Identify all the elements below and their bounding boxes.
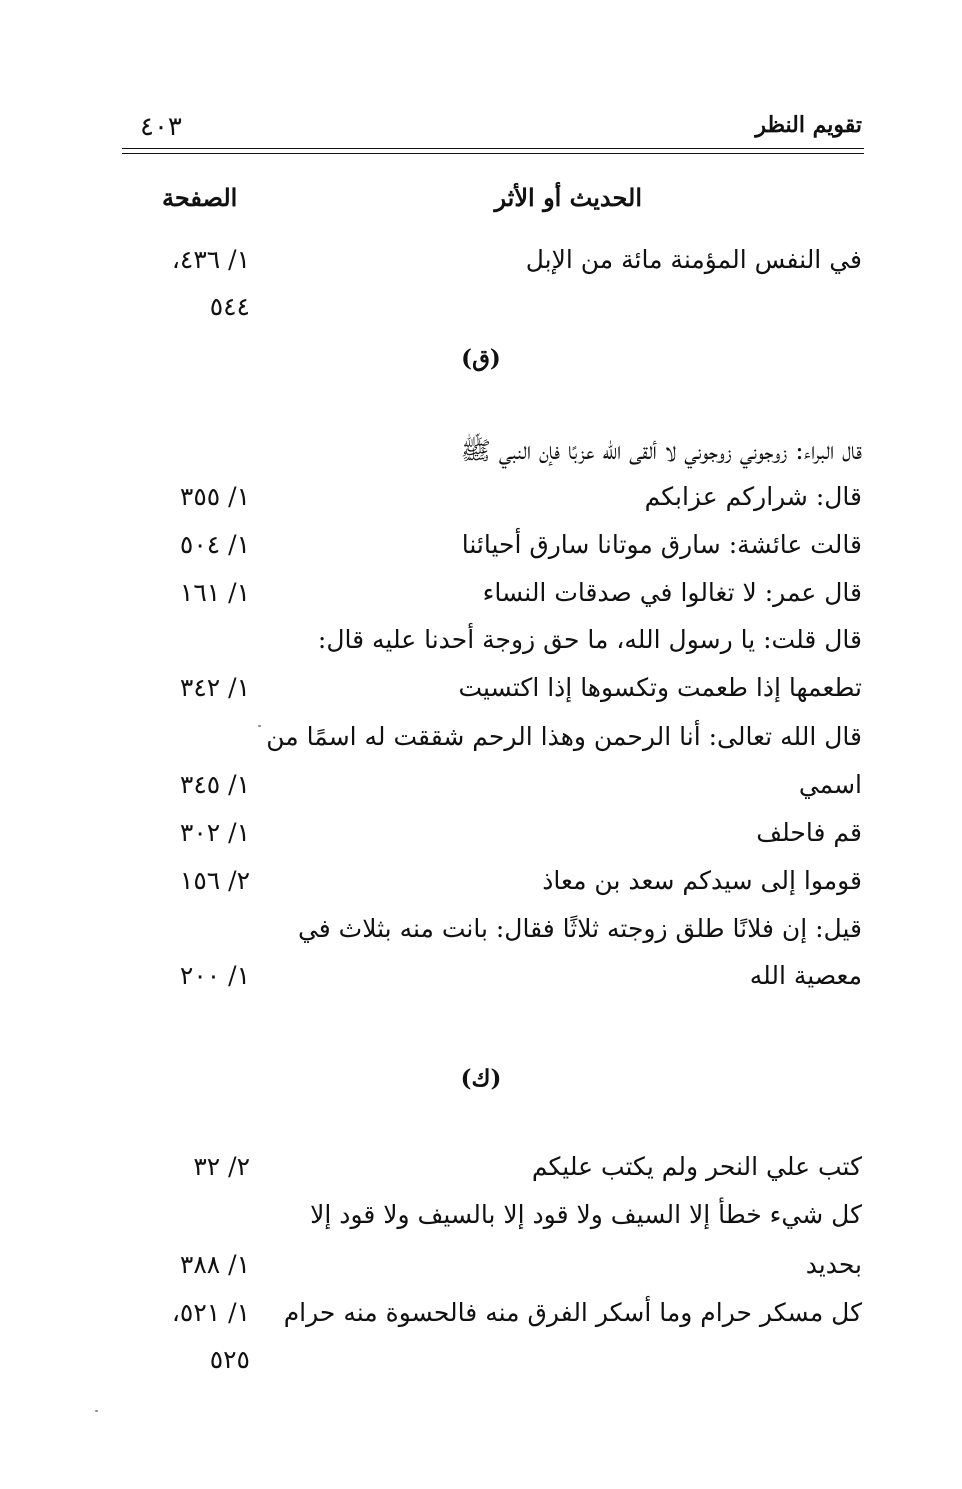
- entry-text: قال البراء: زوجوني زوجوني لا ألقى الله عزبًا فإن النبي ﷺ: [460, 436, 862, 465]
- entry-text: كل شيء خطأ إلا السيف ولا قود إلا بالسيف ولا قود إلا: [310, 1200, 862, 1229]
- page-number: ٤٠٣: [140, 112, 182, 142]
- entry-text: قم فاحلف: [756, 818, 862, 847]
- entry-ref: ١/ ٤٣٦،: [171, 245, 250, 274]
- column-heading-page: الصفحة: [162, 183, 238, 212]
- scan-speck: [258, 725, 261, 727]
- entry-ref: ٢/ ١٥٦: [179, 866, 250, 895]
- section-letter-kaf: (ك): [460, 1065, 502, 1092]
- header-rule-bottom: [122, 153, 864, 154]
- entry-ref: ٥٢٥: [209, 1345, 250, 1374]
- entry-text: كل مسكر حرام وما أسكر الفرق منه فالحسوة منه حرام: [283, 1298, 862, 1327]
- entry-text: تطعمها إذا طعمت وتكسوها إذا اكتسيت: [458, 673, 862, 702]
- scan-speck: [95, 1410, 98, 1412]
- entry-ref: ١/ ١٦١: [179, 578, 250, 607]
- entry-ref: ١/ ٣٥٥: [179, 482, 250, 511]
- entry-text: قال قلت: يا رسول الله، ما حق زوجة أحدنا عليه قال:: [317, 625, 862, 654]
- entry-text: كتب علي النحر ولم يكتب عليكم: [531, 1152, 862, 1181]
- entry-ref: ١/ ٣٨٨: [179, 1250, 250, 1279]
- entry-text: قال: شراركم عزابكم: [644, 482, 862, 511]
- header-rule-top: [122, 148, 864, 149]
- column-heading-hadith: الحديث أو الأثر: [494, 183, 642, 212]
- entry-ref: ١/ ٣٤٥: [179, 770, 250, 799]
- entry-ref: ٢/ ٣٢: [193, 1152, 250, 1181]
- entry-text: اسمي: [798, 770, 862, 799]
- entry-text: بحديد: [805, 1250, 862, 1279]
- entry-ref: ٥٤٤: [209, 292, 250, 321]
- entry-text: قيل: إن فلانًا طلق زوجته ثلاثًا فقال: بانت منه بثلاث في: [297, 914, 862, 943]
- entry-text: قال الله تعالى: أنا الرحمن وهذا الرحم شققت له اسمًا من: [266, 722, 862, 751]
- entry-ref: ١/ ٣٠٢: [179, 818, 250, 847]
- entry-text: قالت عائشة: سارق موتانا سارق أحيائنا: [461, 530, 862, 559]
- entry-ref: ١/ ٢٠٠: [179, 961, 250, 990]
- entry-text: قال عمر: لا تغالوا في صدقات النساء: [482, 578, 862, 607]
- entry-ref: ١/ ٥٠٤: [179, 530, 250, 559]
- entry-text: في النفس المؤمنة مائة من الإبل: [525, 245, 862, 274]
- entry-text: قوموا إلى سيدكم سعد بن معاذ: [542, 866, 862, 895]
- running-header-title: تقويم النظر: [755, 112, 862, 138]
- entry-ref: ١/ ٥٢١،: [171, 1298, 250, 1327]
- entry-text: معصية الله: [749, 961, 862, 990]
- section-letter-qaf: (ق): [461, 345, 501, 372]
- entry-ref: ١/ ٣٤٢: [179, 673, 250, 702]
